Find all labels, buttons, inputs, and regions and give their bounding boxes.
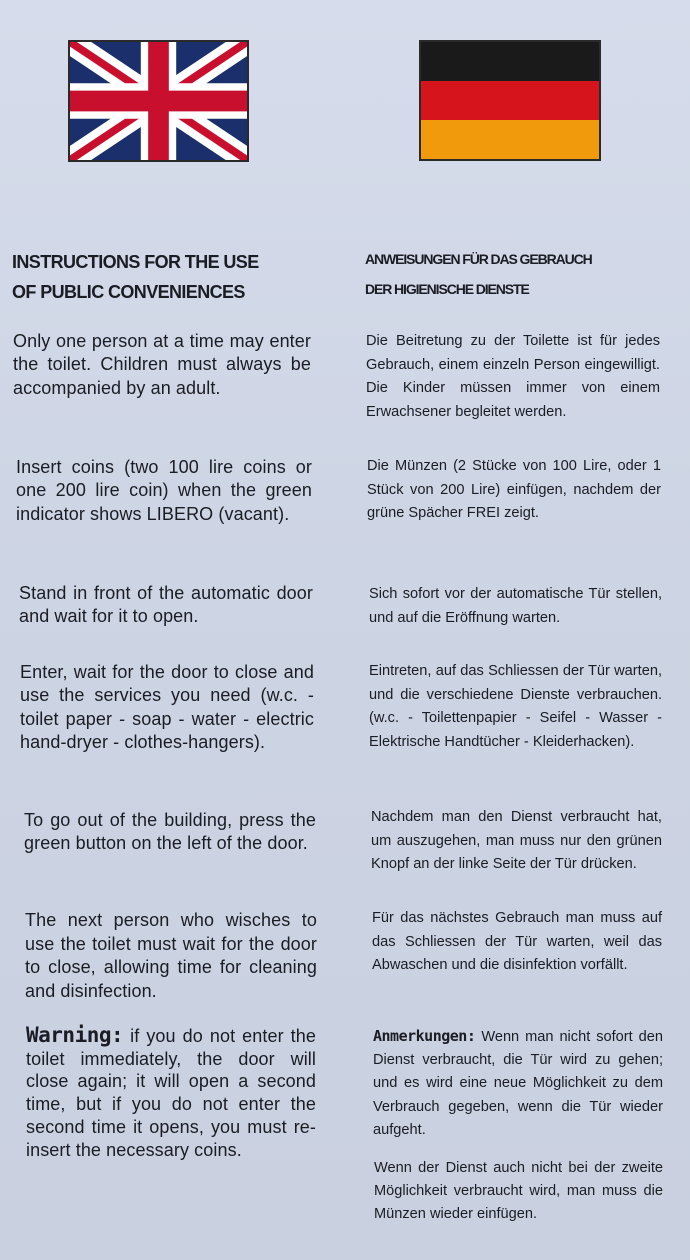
german-flag-icon	[419, 40, 601, 161]
german-paragraph-6: Für das nächstes Gebrauch man muss auf das Schliessen der Tür warten, weil das Abwaschen und die disinfektion vorfällt.	[372, 910, 662, 974]
english-paragraph-5: To go out of the building, press the green button on the left of the door.	[24, 810, 316, 854]
english-paragraph-6: The next person who wisches to use the toilet must wait for the door to close, allowing time for cleaning and disinfection.	[25, 910, 317, 1001]
english-paragraph-3: Stand in front of the automatic door and wait for it to open.	[19, 583, 313, 627]
german-paragraph-1: Die Beitretung zu der Toilette ist für jedes Gebrauch, einem einzeln Person eingewilligt. Die Kinder müssen immer von einem Erwachsener begleitet werden.	[366, 333, 660, 420]
english-warning-text: if you do not enter the toilet immediately, the door will close again; it will open a second time, but if you do not enter the second time it opens, you must re-insert the necessary coins.	[26, 1026, 316, 1160]
english-heading	[12, 247, 259, 307]
german-paragraph-3: Sich sofort vor der automatische Tür stellen, und auf die Eröffnung warten.	[369, 586, 662, 626]
english-paragraph-4: Enter, wait for the door to close and use the services you need (w.c. - toilet paper - soap - water - electric hand-dryer - clothes-hangers).	[20, 662, 314, 753]
english-warning-label: Warning:	[26, 1023, 124, 1047]
german-warning-label: Anmerkungen:	[373, 1027, 476, 1045]
english-paragraph-1: Only one person at a time may enter the toilet. Children must always be accompanied by an adult.	[13, 331, 311, 398]
union-jack-flag-icon	[68, 40, 249, 162]
german-paragraph-8: Wenn der Dienst auch nicht bei der zweite Möglichkeit verbraucht wird, man muss die Münzen wieder einfügen.	[374, 1160, 663, 1223]
english-warning	[26, 1024, 316, 1161]
english-heading-line1: INSTRUCTIONS FOR THE USE	[12, 252, 259, 272]
german-paragraph-2: Die Münzen (2 Stücke von 100 Lire, oder 1 Stück von 200 Lire) einfügen, nachdem der grüne Spächer FREI zeigt.	[367, 458, 661, 522]
german-heading-line2: DER HIGIENISCHE DIENSTE	[365, 281, 529, 297]
english-heading-line2: OF PUBLIC CONVENIENCES	[12, 282, 245, 302]
german-heading-line1: ANWEISUNGEN FÜR DAS GEBRAUCH	[365, 251, 592, 267]
german-paragraph-4: Eintreten, auf das Schliessen der Tür warten, und die verschiedene Dienste verbrauchen. (w.c. - Toilettenpapier - Seifel - Wasser - Elektrische Handtücher - Kleiderhacken).	[369, 663, 662, 750]
german-heading	[365, 244, 592, 304]
german-warning-text: Wenn man nicht sofort den Dienst verbraucht, die Tür wird zu gehen; und es wird eine neue Möglichkeit zu dem Verbrauch gegeben, wenn die Tür wieder aufgeht.	[373, 1029, 663, 1138]
english-paragraph-2: Insert coins (two 100 lire coins or one 200 lire coin) when the green indicator shows LIBERO (vacant).	[16, 457, 312, 524]
german-warning	[373, 1025, 663, 1142]
german-paragraph-5: Nachdem man den Dienst verbraucht hat, um auszugehen, man muss nur den grünen Knopf an der linke Seite der Tür drücken.	[371, 809, 662, 873]
